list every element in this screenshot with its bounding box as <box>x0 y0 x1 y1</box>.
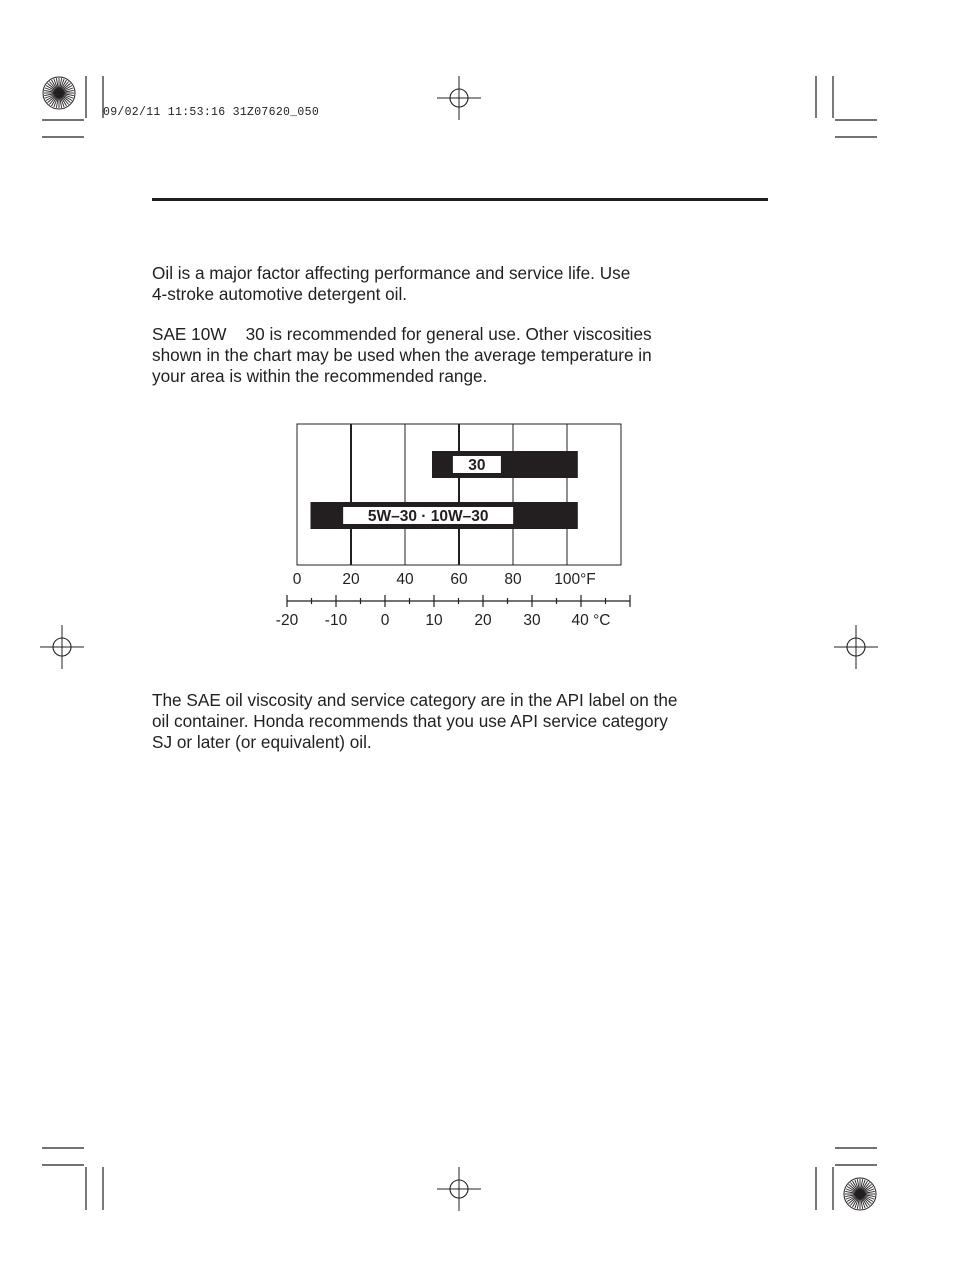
viscosity-chart <box>260 415 660 635</box>
registration-target-top <box>434 73 484 123</box>
celsius-tick-label: 40 °C <box>571 612 611 629</box>
celsius-tick-label: 0 <box>380 612 390 629</box>
celsius-tick-label: 20 <box>474 612 492 629</box>
api-paragraph <box>152 690 762 753</box>
header-rule <box>152 198 768 201</box>
fahrenheit-tick-label: 0 <box>292 571 302 588</box>
intro-paragraph <box>152 263 762 305</box>
fahrenheit-tick-label: 60 <box>450 571 468 588</box>
fahrenheit-tick-label: 80 <box>504 571 522 588</box>
bar-label: 5W–30 · 10W–30 <box>367 508 489 525</box>
print-stamp: 09/02/11 11:53:16 31Z07620_050 <box>103 106 320 119</box>
celsius-tick-label: -10 <box>324 612 348 629</box>
api-line-3: SJ or later (or equivalent) oil. <box>152 732 372 752</box>
starburst-mark-top-left <box>41 75 77 111</box>
recommendation-paragraph <box>152 324 762 387</box>
recommendation-line-1: SAE 10W 30 is recommended for general use. Other viscosities <box>152 324 652 344</box>
recommendation-line-3: your area is within the recommended range. <box>152 366 488 386</box>
api-line-1: The SAE oil viscosity and service category are in the API label on the <box>152 690 678 710</box>
starburst-mark-bottom-right <box>842 1176 878 1212</box>
registration-target-right <box>831 622 881 672</box>
intro-line-2: 4-stroke automotive detergent oil. <box>152 284 408 304</box>
celsius-tick-label: -20 <box>275 612 299 629</box>
fahrenheit-tick-label: 100°F <box>554 571 596 588</box>
registration-target-left <box>37 622 87 672</box>
intro-line-1: Oil is a major factor affecting performance and service life. Use <box>152 263 631 283</box>
celsius-tick-label: 30 <box>523 612 541 629</box>
fahrenheit-tick-label: 40 <box>396 571 414 588</box>
bar-label: 30 <box>468 457 486 474</box>
api-line-2: oil container. Honda recommends that you use API service category <box>152 711 668 731</box>
celsius-tick-label: 10 <box>425 612 443 629</box>
fahrenheit-tick-label: 20 <box>342 571 360 588</box>
registration-target-bottom <box>434 1164 484 1214</box>
recommendation-line-2: shown in the chart may be used when the average temperature in <box>152 345 652 365</box>
